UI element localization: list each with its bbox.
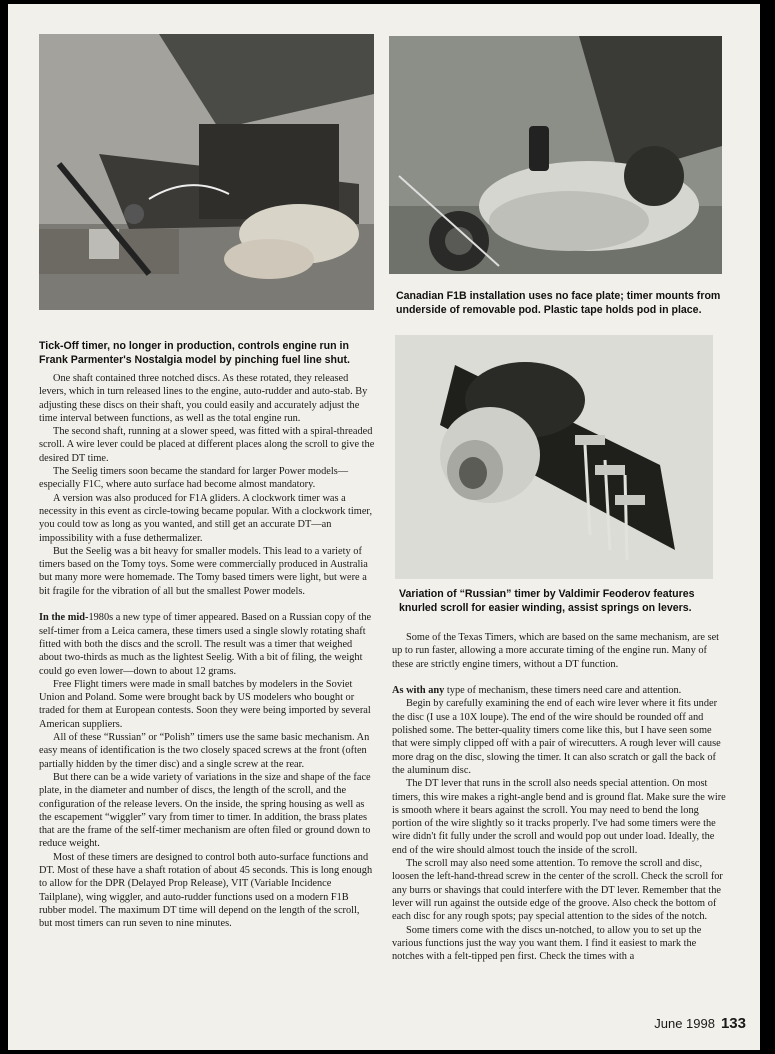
page-number: 133	[720, 1015, 746, 1032]
photo-f1b-installation	[389, 36, 722, 274]
paragraph: One shaft contained three notched discs. As these rotated, they released levers, which in turn released lines to the engine, auto-rudder and auto-stab. By adjusting these discs on their shaft, you could easily and accurately adjust the time interval between functions, as well as the total engine run.	[39, 373, 368, 424]
caption-photo2: Canadian F1B installation uses no face plate; timer mounts from underside of removable pod. Plastic tape holds pod in place.	[396, 290, 721, 316]
paragraph: The DT lever that runs in the scroll also needs special attention. On most timers, this wire makes a right-angle bend and is ground flat. Make sure the wire is smooth where it bears against the scroll. You may need to bend the long portion of the wire slightly so it tracks properly. I've had some timers were the wire didn't fit fully under the scroll and would pop out under load. Ideally, the end of the wire should almost touch the inside of the scroll.	[392, 778, 726, 856]
paragraph: The Seelig timers soon became the standard for larger Power models—especially F1C, where auto surface had become almost mandatory.	[39, 466, 349, 491]
caption-photo3: Variation of “Russian” timer by Valdimir Feoderov features knurled scroll for easier winding, assist springs on levers.	[399, 588, 695, 614]
caption-photo1: Tick-Off timer, no longer in production, controls engine run in Frank Parmenter's Nostalgia model by pinching fuel line shut.	[39, 340, 350, 366]
right-column	[392, 631, 728, 963]
paragraph-text: 1980s a new type of timer appeared. Based on a Russian copy of the self-timer from a Leica camera, these timers used a single slowly rotating shaft fitted with both the discs and the scroll. The result was a timer that weighed about two-thirds as much as the lightest Seelig. With a bit of filing, the weight could go even lower—down to about 12 grams.	[39, 612, 372, 677]
paragraph: Free Flight timers were made in small batches by modelers in the Soviet Union and Poland. Some were brought back by US modelers who bought or traded for them at European contests. Soon they were being imported by several American suppliers.	[39, 678, 371, 730]
paragraph-text: type of mechanism, these timers need care and attention.	[444, 685, 682, 697]
paragraph-section-start	[39, 611, 375, 677]
paragraph: But there can be a wide variety of variations in the size and shape of the face plate, in the diameter and number of discs, the length of the scroll, and the configuration of the release levers. On the inside, the spring housing as well as the escapement “wiggler” vary from timer to timer. In addition, the brass plates that are the frame of the self-timer mechanism are often filed or ground down to reduce weight.	[39, 771, 371, 850]
paragraph: The scroll may also need some attention. To remove the scroll and disc, loosen the left-hand-thread screw in the center of the scroll. Check the scroll for any burrs or shavings that could interfere with the DT lever. Remember that the lever will run against the outside edge of the groove. Also check the bottom of each disc for any rough spots; pay special attention to the sides of the notch.	[392, 858, 723, 923]
photo-russian-timer	[395, 335, 713, 579]
photo-tickoff-timer	[39, 34, 374, 310]
paragraph: Begin by carefully examining the end of each wire lever where it fits under the disc (I use a 10X loupe). The end of the wire should be rounded off and polished some. The better-quality timers come like this, but I have seen some that were simply clipped off with a pair of wirecutters. A rough lever will cause more drag on the disc, slowing the timer. It can also scratch or gall the back of the aluminum disc.	[392, 698, 721, 776]
run-in-heading: In the mid-	[39, 612, 89, 624]
left-column	[39, 372, 375, 930]
paragraph: Some timers come with the discs un-notched, to allow you to set up the various functions just the way you want them. I find it easiest to mark the notches with a felt-tipped pen first. Check the times with a	[392, 924, 702, 963]
paragraph: Some of the Texas Timers, which are based on the same mechanism, are set up to run faster, allowing a more accurate timing of the engine run. Many of these are strictly engine timers, without a DT function.	[392, 632, 720, 670]
run-in-heading: As with any	[392, 685, 445, 697]
paragraph: All of these “Russian” or “Polish” timers use the same basic mechanism. An easy means of identification is the two closely spaced screws at the front (often partially hidden by the timer disc) and a single screw at the rear.	[39, 732, 370, 770]
paragraph-section-start	[392, 684, 728, 697]
paragraph: A version was also produced for F1A gliders. A clockwork timer was a necessity in this event as circle-towing became popular. With a clockwork timer, you could tow as long as you wanted, and still get an accurate DT—an impossibility with a fuse dethermalizer.	[39, 492, 373, 544]
paragraph: Most of these timers are designed to control both auto-surface functions and DT. Most of these have a shaft rotation of about 45 seconds. This is long enough to allow for the DPR (Delayed Prop Release), VIT (Variable Incidence Tailplane), wing wiggler, and auto-rudder functions used on a modern F1B rubber model. The maximum DT time will depend on the length of the scroll, but most timers can run seven to nine minutes.	[39, 851, 373, 930]
paragraph: But the Seelig was a bit heavy for smaller models. This lead to a variety of timers based on the Tomy toys. Some were commercially produced in Australia but many more were homemade. The Tomy based timers were light, but were a bit fragile for the vibration of all but the smallest Power models.	[39, 545, 368, 597]
issue-date: June 1998	[654, 1016, 715, 1031]
page-footer	[654, 1015, 746, 1032]
magazine-page	[8, 4, 760, 1050]
paragraph: The second shaft, running at a slower speed, was fitted with a spiral-threaded scroll. A wire lever could be placed at different places along the scroll to give the desired DT time.	[39, 426, 375, 464]
